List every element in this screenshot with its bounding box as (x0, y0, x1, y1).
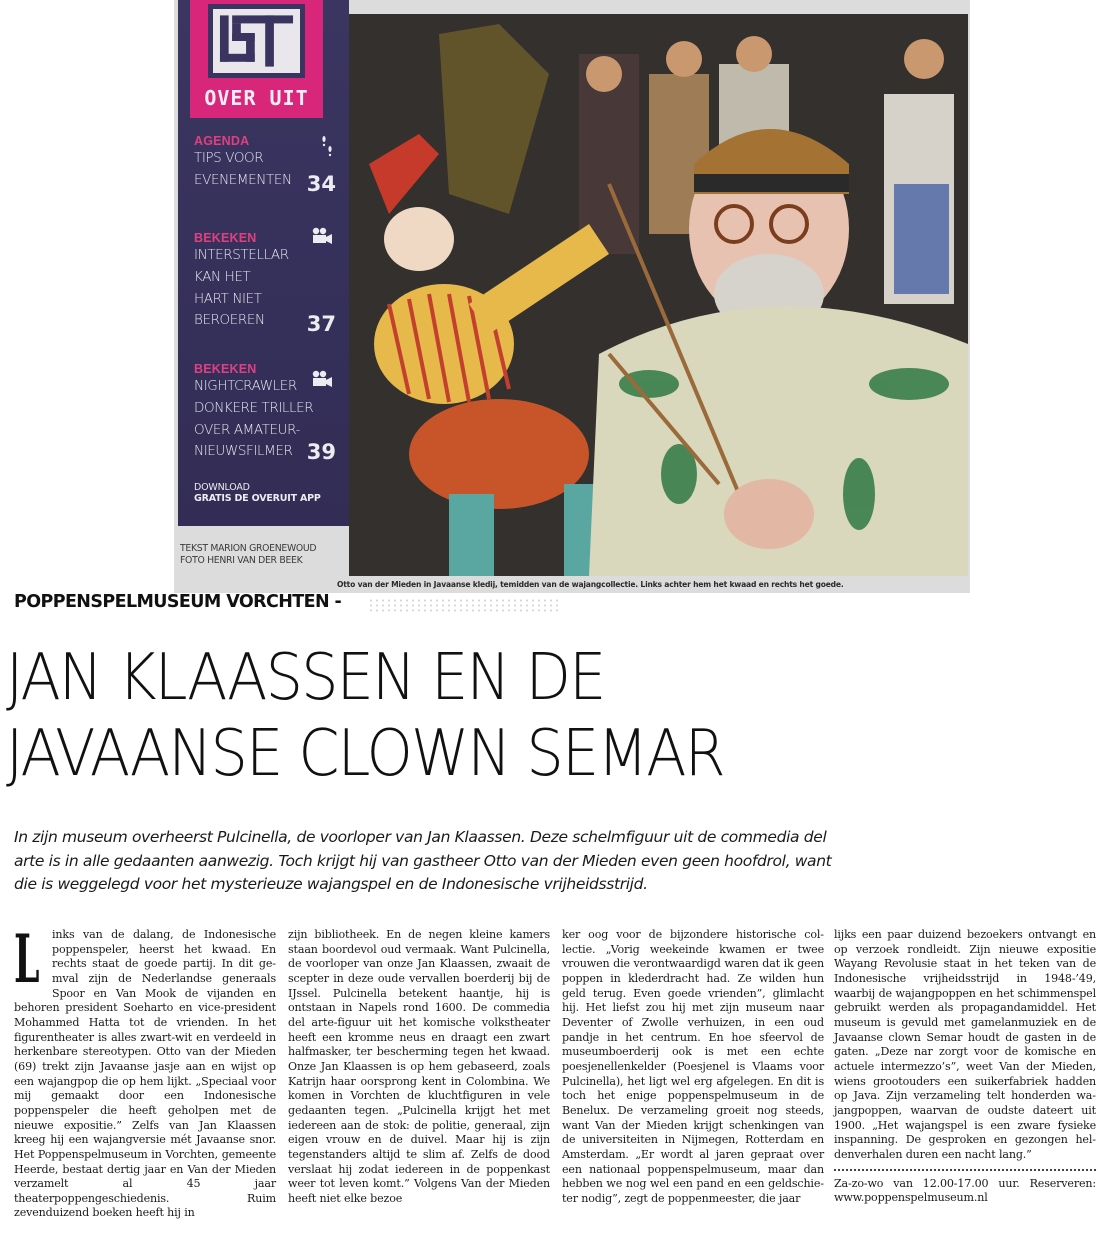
puppeteer-photo-illustration (349, 14, 968, 576)
page-number: 34 (306, 172, 336, 196)
article-headline (6, 640, 926, 792)
article-column-1 (14, 920, 276, 1221)
download-app-name: GRATIS DE OVERUIT APP (194, 493, 321, 504)
logo-glyph-icon (213, 9, 300, 73)
column-text: inks van de dalang, de Indonesische poppenspeler, heerst het kwaad. En rechts staat de goede partij. In dit gemval zijn de Nederlandse generaals Spoor en Van Mook de vijanden en behoren president Soeharto en vice-president Mohammed Hatta tot de vrienden. In het figurentheater is alles zwart-wit en verdeeld in herkenbare stereotypen. Otto van der Mieden (69) trekt zijn Javaanse jasje aan en wijst op een wajangpop die op hem lijkt. „Speciaal voor mij gemaakt door een Indonesische poppenspeler die heeft geholpen met de nieuwe expositie.” Zelfs van Jan Klaassen kreeg hij een wajangversie mét Javaanse snor. Het Poppenspelmuseum in Vorchten, gemeente Heerde, bestaat dertig jaar en Van der Mieden verzamelt al 45 jaar theaterpoppengeschiedenis. Ruim zevenduizend boeken heeft hij in (14, 928, 276, 1220)
section-label: BEKEKEN (194, 231, 257, 245)
magazine-clipping (174, 0, 970, 593)
column-text: ker oog voor de bijzondere historische collectie. „Vorig weekeinde kwamen er twee vrouwen die verontwaardigd waren dat ik geen poppen in klederdracht had. Ze wilden hun geld terug. Even goede vrienden”, glimlacht hij. Het liefst zou hij met zijn museum naar Deventer of Zwolle verhuizen, in een oud pandje in het centrum. En hoe sfeervol de museumboerderij ook is met een echte poesjenellenkelder (Poesjenel is Vlaams voor Pulcinella), het ligt wel erg afgelegen. En dit is toch het enige poppenspelmuseum in de Benelux. De verzameling groeit nog steeds, want Van der Mieden krijgt schenkingen van de universiteiten in Nijmegen, Rotterdam en Amsterdam. „Er wordt al jaren gepraat over een nationaal poppenspelmuseum, maar dan hebben we nog wel een pand en een geldschieter nodig”, zegt de poppenmeester, die jaar (562, 928, 824, 1205)
section-line: EVENEMENTEN (194, 171, 292, 188)
section-bekeken-interstellar[interactable] (194, 231, 344, 336)
download-app-promo[interactable] (194, 482, 349, 504)
film-camera-icon (310, 370, 334, 392)
text-credit: TEKST MARION GROENEWOUD (180, 543, 317, 554)
article-column-4 (834, 928, 1096, 1206)
section-line: NIEUWSFILMER (194, 443, 293, 460)
scan-smudge (368, 598, 558, 612)
photo-caption: Otto van der Mieden in Javaanse kledij, temidden van de wajangcollectie. Links achter hem het kwaad en rechts het goede. (337, 580, 844, 589)
logo-mark (213, 9, 300, 73)
section-line: DONKERE TRILLER (194, 399, 314, 416)
article-kicker: POPPENSPELMUSEUM VORCHTEN - (14, 592, 342, 612)
section-label: AGENDA (194, 134, 250, 148)
section-label: BEKEKEN (194, 362, 257, 376)
section-line: OVER AMATEUR- (194, 421, 301, 438)
logo-title: OVER UIT (204, 86, 309, 110)
section-line: KAN HET (194, 268, 251, 285)
column-text: lijks een paar duizend bezoekers ontvangt en op verzoek rondleidt. Zijn nieuwe expositie Wayang Revolusie staat in het teken van de Indonesische vrijheidsstrijd in 1948-’49, waarbij de wajangpoppen en het schimmenspel gebruikt werden als propagandamiddel. Het museum is gevuld met gamelanmuziek en de Javaanse clown Semar houdt de gasten in de gaten. „Deze nar zorgt voor de komische en actuele intermezzo’s”, weet Van der Mieden, wiens grootouders een suikerfabriek hadden op Java. Zijn verzameling telt honderden wajangpoppen, waarvan de oudste dateert uit 1900. „Het wajangspel is een zware fysieke inspanning. De gesproken en gezongen heldenverhalen duren een nacht lang.” (834, 928, 1096, 1161)
overuit-logo (190, 0, 323, 118)
section-line: HART NIET (194, 290, 262, 307)
section-line: TIPS VOOR (194, 150, 264, 166)
drop-cap: L (14, 920, 40, 998)
page-number: 37 (306, 312, 336, 336)
film-camera-icon (310, 227, 334, 249)
main-photo (349, 14, 968, 576)
headline-line: JAN KLAASSEN EN DE (6, 641, 605, 715)
column-text: zijn bibliotheek. En de negen kleine kamers staan boordevol oud vermaak. Want Pulcinella, de voorloper van onze Jan Klaassen, zwaait de scepter in deze oude vervallen boerderij bij de IJssel. Pulcinella betekent haantje, hij is ontstaan in Napels rond 1600. De commedia del arte-figuur uit het komische volkstheater heeft een kromme neus en draagt een zwart halfmasker, ter bescherming tegen het kwaad. Onze Jan Klaassen is op hem gebaseerd, zoals Katrijn haar oorsprong kent in Colombina. We komen in Vorchten de kluchtfiguren in vele gedaanten tegen. „Pulcinella krijgt het met iedereen aan de stok: de politie, generaal, zijn eigen vrouw en de duivel. Maar hij is zijn tegenstanders altijd te slim af. Zelfs de dood verslaat hij zodat iedereen in de poppenkast weer tot leven komt.” Volgens Van der Mieden heeft niet elke bezoe (288, 928, 550, 1205)
section-agenda[interactable] (194, 134, 344, 196)
headline-line: JAVAANSE CLOWN SEMAR (6, 717, 724, 791)
section-line: NIGHTCRAWLER (194, 378, 297, 394)
dotted-divider (834, 1169, 1096, 1171)
museum-info[interactable]: Za-zo-wo van 12.00-17.00 uur. Reserveren: www.poppenspelmuseum.nl (834, 1176, 1096, 1205)
overuit-sidebar (178, 0, 349, 526)
photo-credit: FOTO HENRI VAN DER BEEK (180, 555, 303, 566)
article-column-3 (562, 928, 824, 1206)
download-label: DOWNLOAD (194, 482, 250, 493)
section-bekeken-nightcrawler[interactable] (194, 362, 344, 463)
article-lead: In zijn museum overheerst Pulcinella, de voorloper van Jan Klaassen. Deze schelmfiguur uit de commedia del arte is in alle gedaanten aanwezig. Toch krijgt hij van gastheer Otto van der Mieden even geen hoofdrol, want die is weggelegd voor het mysterieuze wajangspel en de Indonesische vrijheidsstrijd. (14, 828, 832, 893)
page-number: 39 (306, 440, 336, 464)
credits (180, 543, 316, 567)
section-line: BEROEREN (194, 312, 265, 329)
footprints-icon (320, 134, 334, 164)
article-column-2 (288, 928, 550, 1206)
section-line: INTERSTELLAR (194, 247, 289, 263)
